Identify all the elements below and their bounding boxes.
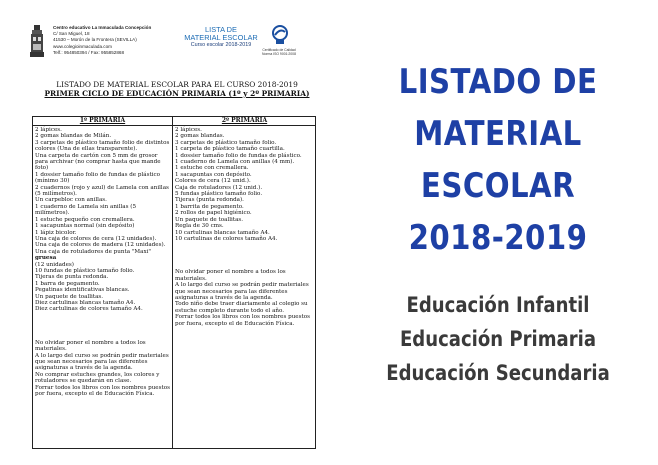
note-item: Todo niño debe traer diariamente al colegio su estuche completo durante todo el año.	[175, 301, 308, 314]
list-item: 3 carpetas de plástico tamaño folio.	[175, 139, 277, 146]
list-item: 2 gomas blandas.	[175, 133, 225, 140]
letterhead-title-line1: LISTA DE	[205, 25, 237, 34]
list-item: Pegatinas identificativas blancas.	[35, 287, 130, 294]
list-item: 1 cuaderno de Lamela sin anillas (5 milímetros).	[35, 203, 137, 217]
list-item: 1 dossier tamaño folio de fundas de plástico (mínimo 30)	[35, 171, 161, 185]
letterhead-course: Curso escolar 2018-2019	[190, 42, 252, 49]
list-item: 1 estuche pequeño con cremallera.	[35, 216, 135, 223]
poster-title-line3: ESCOLAR	[420, 166, 576, 206]
quality-seal-icon	[271, 24, 289, 46]
list-item: 1 dossier tamaño folio de fundas de plástico.	[175, 152, 302, 159]
list-item: 1 carpeta de plástico tamaño cuartilla.	[175, 146, 285, 153]
column-divider	[172, 117, 173, 448]
poster-title-line2: MATERIAL	[414, 114, 582, 154]
list-item: Tijeras de punta redonda.	[35, 274, 109, 281]
letterhead	[26, 22, 322, 64]
note-item: No comprar estuches grandes, los colores y rotuladores se quedarán en clase.	[35, 371, 160, 385]
list-item: 2 rollos de papel higiénico.	[175, 210, 252, 217]
list-item: Diez cartulinas blancas tamaño A4.	[35, 299, 136, 306]
note-item: No olvidar poner el nombre a todos los materiales.	[35, 339, 146, 353]
spacer	[175, 242, 314, 269]
list-item: 2 cuadernos (rojo y azul) de Lamela con anillas (5 milímetros).	[35, 184, 169, 198]
list-item: 5 fundas plástico tamaño folio.	[175, 191, 263, 198]
list-item: Caja de rotuladores (12 unid.).	[175, 184, 263, 191]
list-subtitle: PRIMER CICLO DE EDUCACIÓN PRIMARIA (1º y 2º PRIMARIA)	[44, 89, 310, 98]
list-item: 1 sacapuntas con depósito.	[175, 171, 252, 178]
poster-title-line1: LISTADO DE	[398, 62, 598, 102]
poster-title	[358, 56, 638, 264]
school-address	[53, 25, 188, 56]
list-item: 1 cuaderno de Lamela con anillas (4 mm).	[175, 159, 295, 166]
spacer	[35, 313, 171, 340]
list-item: 2 gomas blandas de Milán.	[35, 133, 112, 140]
note-item: A lo largo del curso se podrán pedir materiales que sean necesarios para las diferentes asignaturas a través de la agenda.	[175, 282, 309, 301]
list-item: 3 carpetas de plástico tamaño folio de distintos colores (Una de ellas transparente).	[35, 139, 170, 153]
column-header-1: 1º PRIMARIA	[79, 117, 126, 124]
header-divider	[33, 125, 315, 126]
note-item: Forrar todos los libros con los nombres puestos por fuera, excepto el de Educación Física.	[175, 314, 310, 327]
document-page	[26, 22, 322, 454]
list-item: Diez cartulinas de colores tamaño A4.	[35, 306, 143, 313]
list-item: Una carpeta de cartón con 5 mm de grosor para archivar (no comprar hasta que mande foto)	[35, 152, 161, 172]
list-item: Un paquete de toallitas.	[35, 293, 104, 300]
list-heading	[36, 80, 318, 98]
list-item: 10 cartulinas de colores tamaño A4.	[175, 235, 278, 242]
column-header-2: 2º PRIMARIA	[221, 117, 268, 124]
level-primaria: Educación Primaria	[399, 327, 597, 351]
poster-title-year: 2018-2019	[408, 218, 588, 258]
list-item: 2 lápices.	[35, 127, 62, 133]
list-item-emphasis: gruesa	[35, 255, 57, 262]
list-item: Un carpebloc con anillas.	[35, 197, 107, 204]
certificate-line1: Certificado de Calidad	[262, 48, 296, 52]
list-item: Regla de 30 cms.	[175, 223, 224, 230]
supply-table	[32, 116, 316, 449]
list-item	[35, 249, 171, 262]
list-item: 10 cartulinas blancas tamaño A4.	[175, 229, 270, 236]
level-secundaria: Educación Secundaria	[386, 361, 610, 385]
school-city: 41530 – Morón de la Frontera (SEVILLA)	[53, 37, 137, 43]
school-street: C/ San Miguel, 18	[53, 31, 90, 37]
certificate-text	[259, 48, 299, 57]
list-item: Una caja de colores de madera (12 unidades).	[35, 242, 166, 249]
letterhead-title-line2: MATERIAL ESCOLAR	[184, 33, 258, 43]
list-item: 1 barrita de pegamento.	[175, 203, 244, 210]
note-item: No olvidar poner el nombre a todos los materiales.	[175, 269, 286, 282]
first-grade-column	[35, 127, 171, 397]
list-item: 1 sacapuntas normal (sin depósito)	[35, 223, 135, 230]
school-website: www.colegioinmaculada.com	[53, 43, 112, 49]
note-item: Forrar todos los libros con los nombres puestos por fuera, excepto el de Educación Física.	[35, 384, 170, 398]
note-item: A lo largo del curso se podrán pedir materiales que sean necesarios para las diferentes asignaturas a través de la agenda.	[35, 352, 169, 372]
list-item: (12 unidades)	[35, 261, 74, 268]
level-infantil: Educación Infantil	[406, 293, 590, 317]
certificate-line2: Norma ISO 9001:2008	[262, 52, 296, 57]
list-item: 2 lápices.	[175, 127, 202, 133]
list-item: 10 fundas de plástico tamaño folio.	[35, 267, 135, 274]
letterhead-title	[176, 26, 266, 49]
second-grade-column	[175, 127, 314, 327]
list-item: Colores de cera (12 unid.).	[175, 178, 251, 185]
list-item-text: Una caja de rotuladores de punta "Maxi"	[35, 248, 151, 255]
list-item: 1 estuche con cremallera.	[175, 165, 249, 172]
education-levels	[350, 288, 646, 390]
list-item: Una caja de colores de cera (12 unidades).	[35, 235, 157, 242]
school-crest-icon	[28, 24, 46, 60]
list-item: 1 barra de pegamento.	[35, 280, 100, 287]
list-item: Un paquete de toallitas.	[175, 216, 244, 223]
school-name: Centro educativo La Inmaculada Concepción	[53, 25, 152, 30]
list-title: LISTADO DE MATERIAL ESCOLAR PARA EL CURSO 2018-2019	[56, 80, 298, 89]
list-item: Tijeras (punta redonda).	[175, 197, 244, 204]
school-phone: Telf.: 954850394 / Fax: 955852868	[53, 49, 125, 55]
list-item: 1 lápiz bicolor.	[35, 229, 77, 236]
